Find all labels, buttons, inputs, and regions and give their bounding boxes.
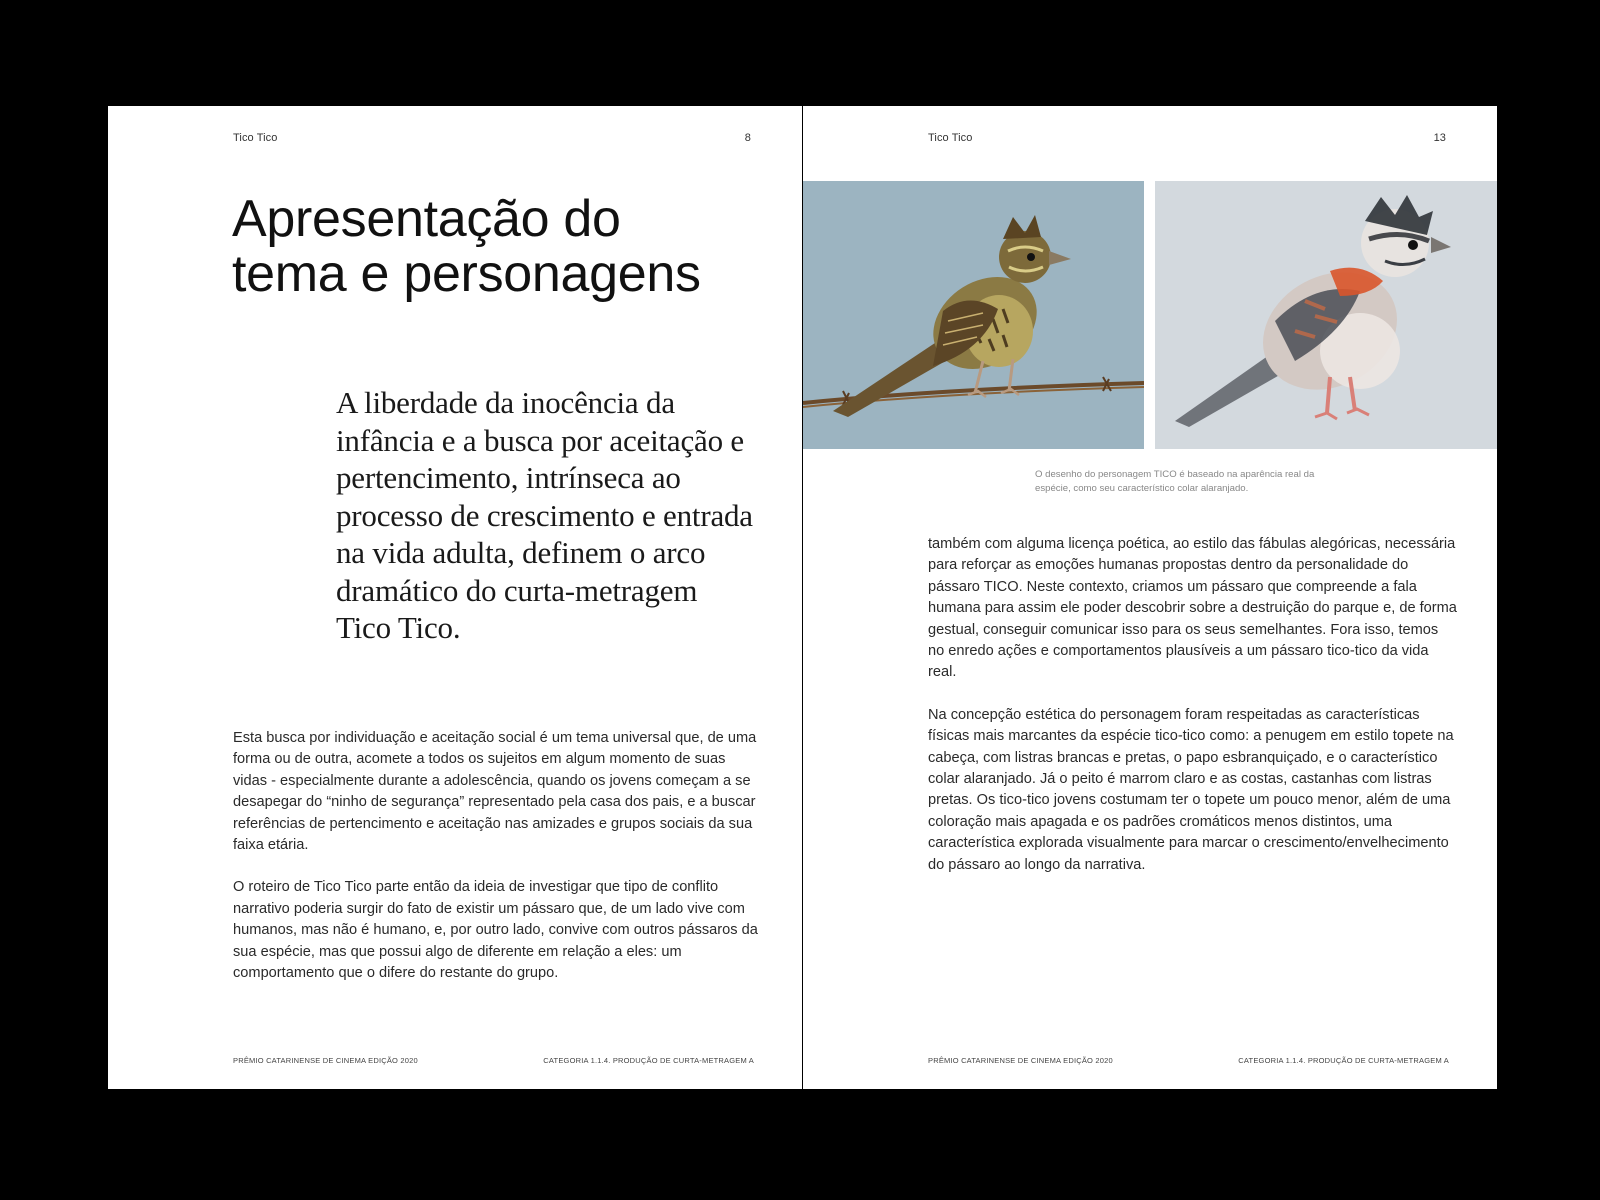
running-head: Tico Tico <box>233 132 278 144</box>
bird-photo-icon <box>803 181 1144 449</box>
body-paragraph: O roteiro de Tico Tico parte então da ideia de investigar que tipo de conflito narrativo poderia surgir do fato de existir um pássaro que, de um lado vive com humanos, mas não é humano, e, por outro lado, convive com outros pássaros da sua espécie, mas que possui algo de diferente em relação a eles: um comportamento que o difere do restante do grupo. <box>233 879 758 982</box>
page-number: 13 <box>1433 132 1446 144</box>
footer-award: PRÊMIO CATARINENSE DE CINEMA EDIÇÃO 2020 <box>928 1056 1113 1065</box>
title-line-1: Apresentação do <box>232 190 621 248</box>
footer-category: CATEGORIA 1.1.4. PRODUÇÃO DE CURTA-METRAGEM A <box>543 1056 754 1065</box>
pull-quote: A liberdade da inocência da infância e a busca por aceitação e pertencimento, intrínseca ao processo de crescimento e entrada na vida adulta, definem o arco dramático do curta-metragem Tico Tico. <box>336 385 753 645</box>
title-line-2: tema e personagens <box>232 245 701 303</box>
image-caption: O desenho do personagem TICO é baseado na aparência real da espécie, como seu característico colar alaranjado. <box>1035 469 1315 494</box>
bird-watercolor-icon <box>1155 181 1497 449</box>
footer-category: CATEGORIA 1.1.4. PRODUÇÃO DE CURTA-METRAGEM A <box>1238 1056 1449 1065</box>
left-page <box>108 106 802 1089</box>
right-page <box>803 106 1497 1089</box>
running-head: Tico Tico <box>928 132 973 144</box>
right-body-text <box>928 534 1458 897</box>
body-paragraph: também com alguma licença poética, ao estilo das fábulas alegóricas, necessária para reforçar as emoções humanas propostas dentro da personalidade do pássaro TICO. Neste contexto, criamos um pássaro que compreende a fala humana para assim ele poder descobrir sobre a destruição do parque e, de forma gestual, conseguir comunicar isso para os seus semelhantes. Fora isso, temos no enredo ações e comportamentos plausíveis a um pássaro tico-tico da vida real. <box>928 536 1457 681</box>
body-paragraph: Esta busca por individuação e aceitação social é um tema universal que, de uma forma ou de outra, acomete a todos os sujeitos em algum momento de suas vidas - especialmente durante a adolescência, quando os jovens começam a se desapegar do “ninho de segurança” representado pela casa dos pais, e a buscar referências de pertencimento e aceitação nas amizades e grupos sociais da sua faixa etária. <box>233 730 757 854</box>
body-paragraph: Na concepção estética do personagem foram respeitadas as características físicas mais marcantes da espécie tico-tico como: a penugem em estilo topete na cabeça, com listras brancas e pretas, o papo esbranquiçado, e o característico colar alaranjado. Já o peito é marrom claro e as costas, castanhas com listras pretas. Os tico-tico jovens costumam ter o topete um pouco menor, além de uma coloração mais apagada e os padrões cromáticos menos distintos, uma característica explorada visualmente para marcar o crescimento/envelhecimento do pássaro ao longo da narrativa. <box>928 706 1454 873</box>
page-title <box>232 192 792 302</box>
left-body-text <box>233 728 758 1005</box>
footer-award: PRÊMIO CATARINENSE DE CINEMA EDIÇÃO 2020 <box>233 1056 418 1065</box>
page-number: 8 <box>744 132 751 144</box>
